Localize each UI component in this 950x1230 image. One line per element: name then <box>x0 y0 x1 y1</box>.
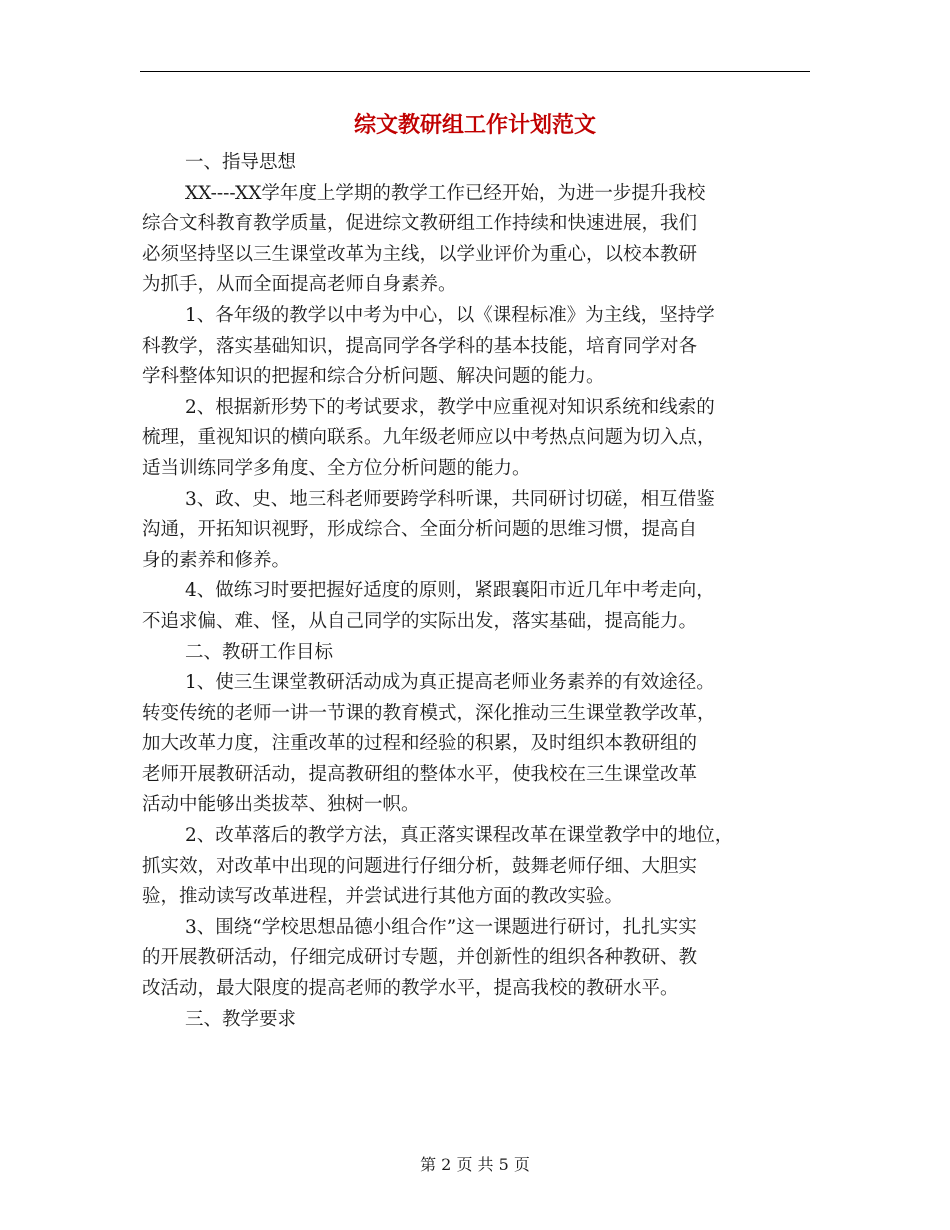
text-line: 一、指导思想 <box>185 152 297 173</box>
text-line: 学科整体知识的把握和综合分析问题、解决问题的能力。 <box>142 366 605 388</box>
text-line: 适当训练同学多角度、全方位分析问题的能力。 <box>142 457 531 479</box>
text-line: 身的素养和修养。 <box>142 549 291 571</box>
text-line: 三、教学要求 <box>185 1008 297 1030</box>
header-rule <box>140 71 810 72</box>
text-line: 3、政、史、地三科老师要跨学科听课，共同研讨切磋，相互借鉴 <box>185 488 715 510</box>
text-line: 改活动，最大限度的提高老师的教学水平，提高我校的教研水平。 <box>142 978 679 1000</box>
text-line: 3、围绕“学校思想品德小组合作”这一课题进行研讨，扎扎实实 <box>185 916 697 938</box>
page-footer: 第 2 页 共 5 页 <box>420 1155 530 1174</box>
document-title: 综文教研组工作计划范文 <box>353 113 596 138</box>
text-line: 4、做练习时要把握好适度的原则，紧跟襄阳市近几年中考走向， <box>185 580 715 602</box>
text-line: 不追求偏、难、怪，从自己同学的实际出发，落实基础，提高能力。 <box>142 610 698 632</box>
text-line: 活动中能够出类拔萃、独树一帜。 <box>142 794 420 816</box>
text-line: 二、教研工作目标 <box>185 641 334 663</box>
text-line: XX----XX学年度上学期的教学工作已经开始，为进一步提升我校 <box>185 182 706 204</box>
text-line: 的开展教研活动，仔细完成研讨专题，并创新性的组织各种教研、教 <box>142 947 698 969</box>
text-line: 梳理，重视知识的横向联系。九年级老师应以中考热点问题为切入点， <box>142 427 716 449</box>
text-line: 科教学，落实基础知识，提高同学各学科的基本技能，培育同学对各 <box>142 335 698 357</box>
text-line: 1、各年级的教学以中考为中心，以《课程标准》为主线，坚持学 <box>185 304 715 326</box>
text-line: 综合文科教育教学质量，促进综文教研组工作持续和快速进展，我们 <box>142 213 698 235</box>
text-line: 必须坚持坚以三生课堂改革为主线，以学业评价为重心，以校本教研 <box>142 243 698 265</box>
text-line: 验，推动读写改革进程，并尝试进行其他方面的教改实验。 <box>142 886 624 908</box>
text-line: 为抓手，从而全面提高老师自身素养。 <box>142 274 457 296</box>
text-line: 转变传统的老师一讲一节课的教育模式，深化推动三生课堂教学改革， <box>142 702 716 724</box>
text-line: 沟通，开拓知识视野，形成综合、全面分析问题的思维习惯，提高自 <box>142 519 698 541</box>
text-line: 抓实效，对改革中出现的问题进行仔细分析，鼓舞老师仔细、大胆实 <box>142 855 698 877</box>
text-line: 加大改革力度，注重改革的过程和经验的积累，及时组织本教研组的 <box>142 733 698 755</box>
text-line: 2、改革落后的教学方法，真正落实课程改革在课堂教学中的地位， <box>185 825 734 847</box>
document-body <box>142 148 814 1035</box>
text-line: 2、根据新形势下的考试要求，教学中应重视对知识系统和线索的 <box>185 396 715 418</box>
text-line: 1、使三生课堂教研活动成为真正提高老师业务素养的有效途径。 <box>185 672 715 694</box>
text-line: 老师开展教研活动，提高教研组的整体水平，使我校在三生课堂改革 <box>142 763 698 785</box>
